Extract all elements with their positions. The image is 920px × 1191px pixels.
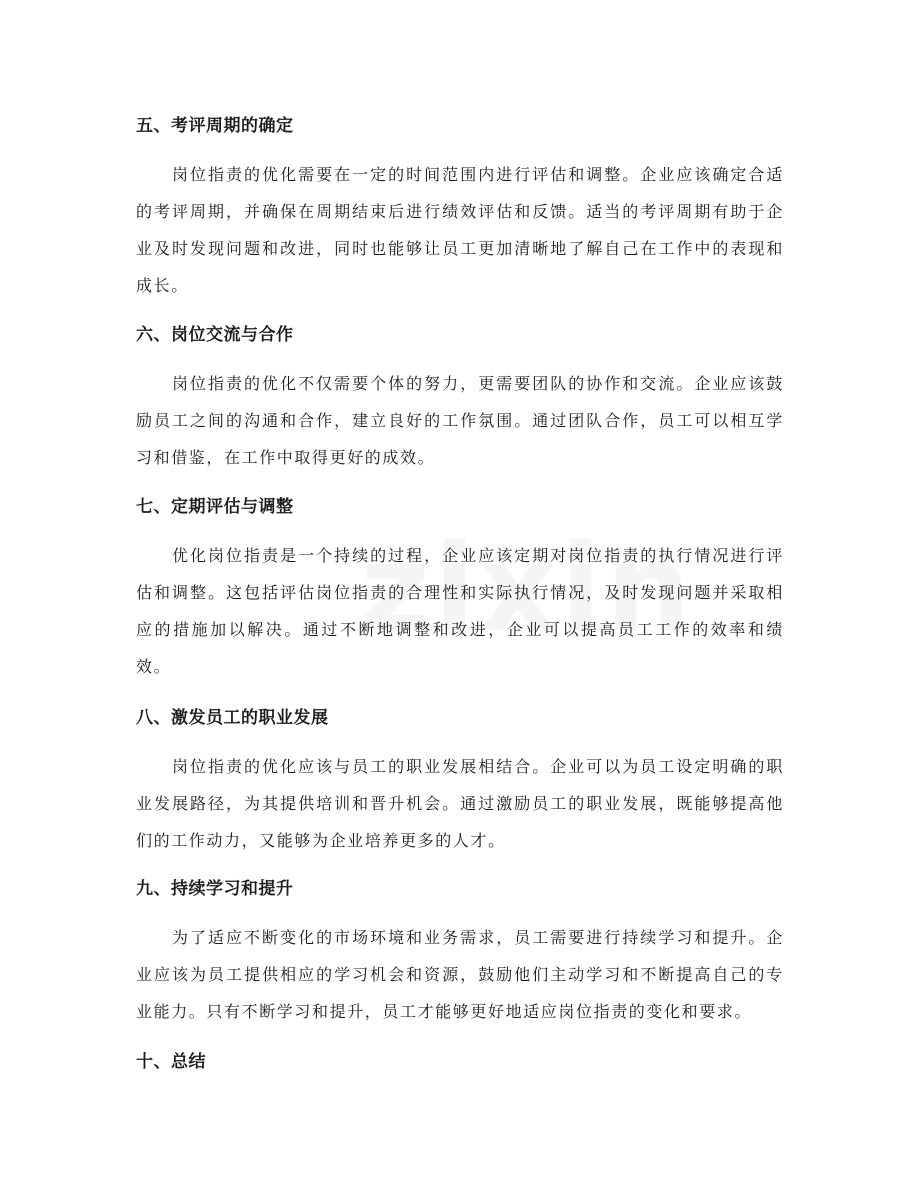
section-9-heading: 九、持续学习和提升 (136, 879, 294, 899)
section-8-paragraph: 岗位指责的优化应该与员工的职业发展相结合。企业可以为员工设定明确的职业发展路径，为其提供培训和晋升机会。通过激励员工的职业发展，既能够提高他们的工作动力，又能够为企业培养更多的人才。 (136, 757, 784, 850)
section-6-paragraph: 岗位指责的优化不仅需要个体的努力，更需要团队的协作和交流。企业应该鼓励员工之间的沟通和合作，建立良好的工作氛围。通过团队合作，员工可以相互学习和借鉴，在工作中取得更好的成效。 (136, 374, 784, 467)
section-10-heading: 十、总结 (136, 1052, 206, 1072)
section-6-heading: 六、岗位交流与合作 (136, 325, 294, 345)
section-8-heading: 八、激发员工的职业发展 (136, 708, 329, 728)
section-5-heading: 五、考评周期的确定 (136, 116, 294, 136)
section-5-paragraph: 岗位指责的优化需要在一定的时间范围内进行评估和调整。企业应该确定合适的考评周期，并确保在周期结束后进行绩效评估和反馈。适当的考评周期有助于企业及时发现问题和改进，同时也能够让员工更加清晰地了解自己在工作中的表现和成长。 (136, 165, 784, 295)
section-7-heading: 七、定期评估与调整 (136, 497, 294, 517)
section-9-paragraph: 为了适应不断变化的市场环境和业务需求，员工需要进行持续学习和提升。企业应该为员工提供相应的学习机会和资源，鼓励他们主动学习和不断提高自己的专业能力。只有不断学习和提升，员工才能够更好地适应岗位指责的变化和要求。 (136, 928, 784, 1021)
section-7-paragraph: 优化岗位指责是一个持续的过程，企业应该定期对岗位指责的执行情况进行评估和调整。这包括评估岗位指责的合理性和实际执行情况，及时发现问题并采取相应的措施加以解决。通过不断地调整和改进，企业可以提高员工工作的效率和绩效。 (136, 546, 784, 676)
